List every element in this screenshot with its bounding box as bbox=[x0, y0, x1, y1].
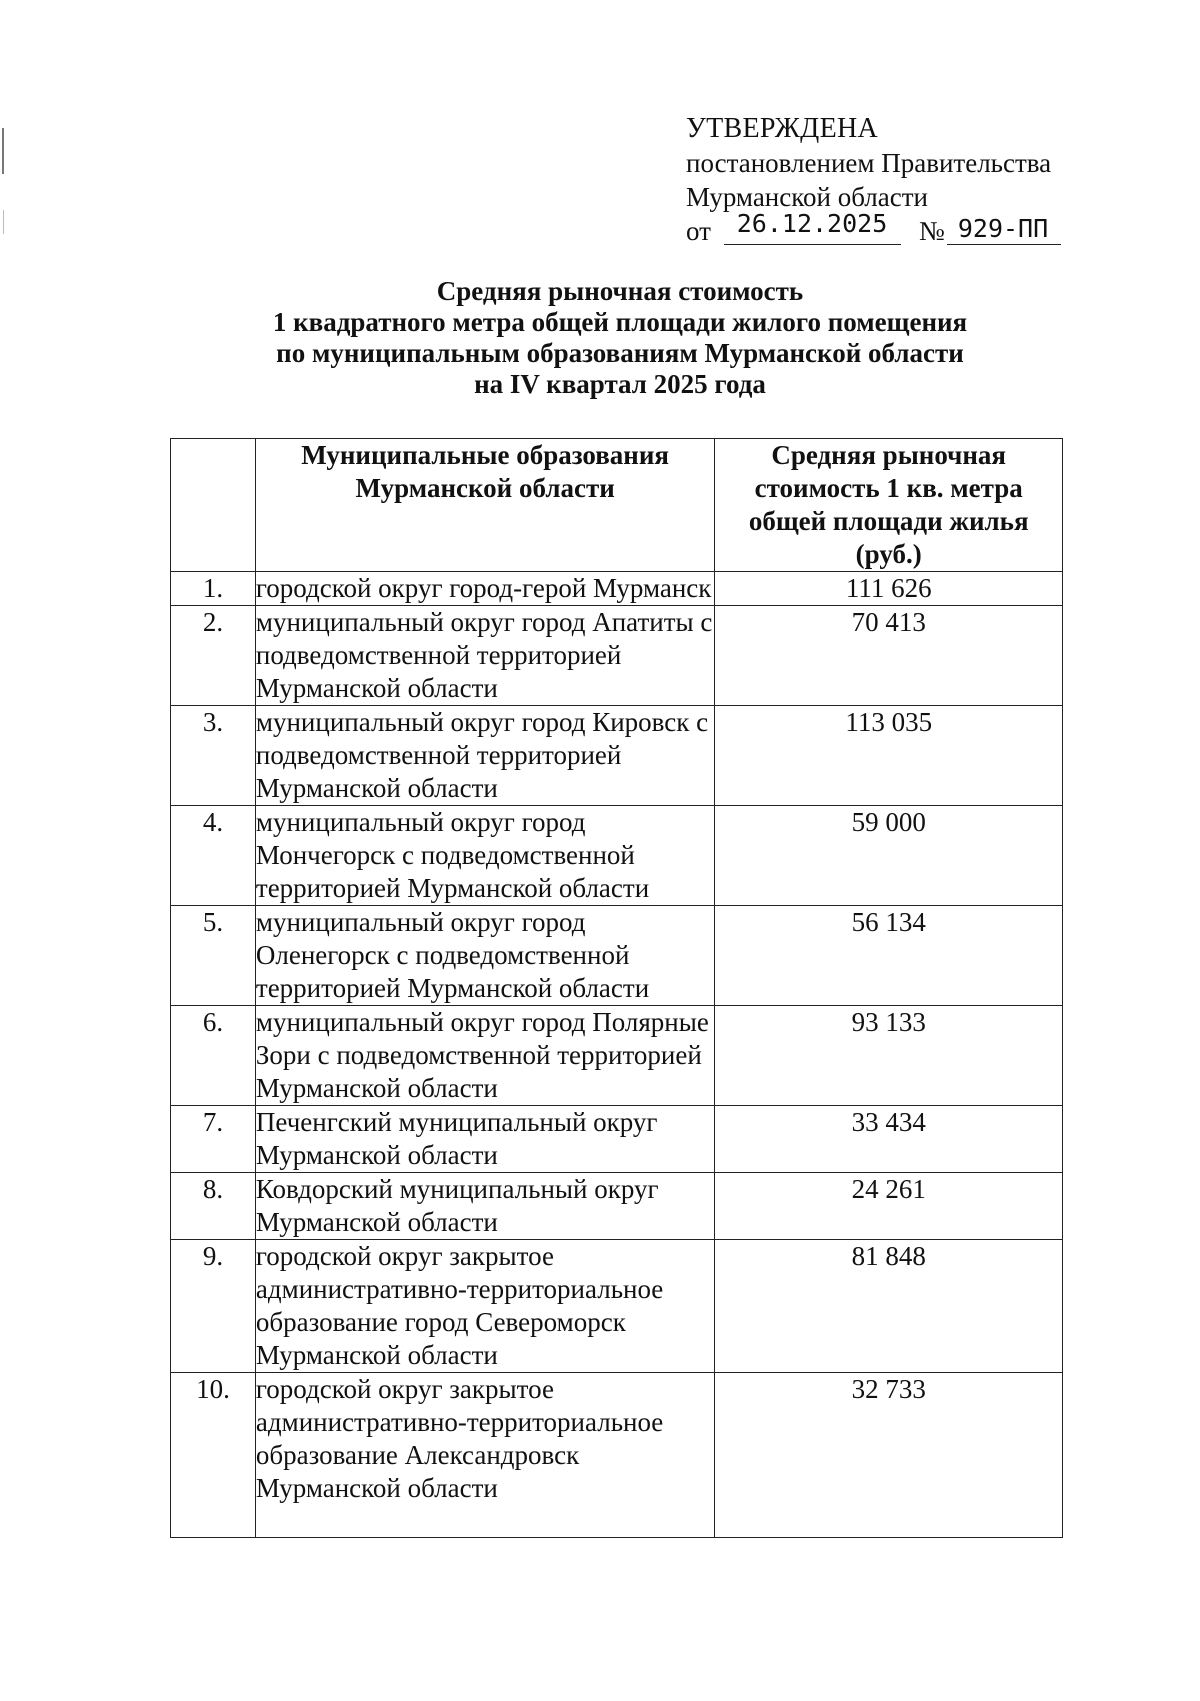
date-prefix: от bbox=[686, 216, 711, 246]
row-number: 10. bbox=[171, 1373, 256, 1538]
municipality-name: Ковдорский муниципальный округ Мурманской области bbox=[255, 1173, 715, 1240]
header-number-cell bbox=[171, 439, 256, 572]
price-value: 32 733 bbox=[715, 1373, 1063, 1538]
municipality-name: городской округ город-герой Мурманск bbox=[255, 572, 715, 606]
registration-row bbox=[686, 209, 1051, 248]
row-number: 2. bbox=[171, 606, 256, 706]
header-price: Средняя рыночная стоимость 1 кв. метра общей площади жилья (руб.) bbox=[715, 439, 1063, 572]
row-number: 7. bbox=[171, 1106, 256, 1173]
document-title bbox=[160, 276, 1080, 400]
approval-block bbox=[686, 112, 1051, 248]
price-value: 113 035 bbox=[715, 706, 1063, 806]
municipality-name: муниципальный округ город Полярные Зори с подведомственной территорией Мурманской области bbox=[255, 1006, 715, 1106]
price-table bbox=[170, 438, 1063, 1538]
approval-line: постановлением Правительства bbox=[686, 148, 1052, 178]
price-value: 59 000 bbox=[715, 806, 1063, 906]
table-header-row bbox=[171, 439, 1063, 572]
approval-line: Мурманской области bbox=[686, 182, 928, 212]
table-row bbox=[171, 1240, 1063, 1373]
table-body bbox=[171, 572, 1063, 1538]
row-number: 9. bbox=[171, 1240, 256, 1373]
municipality-name: городской округ закрытое административно-территориальное образование город Североморск Мурманской области bbox=[255, 1240, 715, 1373]
table-row bbox=[171, 1373, 1063, 1538]
table-row bbox=[171, 706, 1063, 806]
municipality-name: муниципальный округ город Апатиты с подведомственной территорией Мурманской области bbox=[255, 606, 715, 706]
number-prefix: № bbox=[919, 216, 945, 246]
header-municipality: Муниципальные образования Мурманской области bbox=[255, 439, 715, 572]
scan-edge-mark bbox=[3, 210, 4, 234]
price-value: 81 848 bbox=[715, 1240, 1063, 1373]
municipality-name: Печенгский муниципальный округ Мурманской области bbox=[255, 1106, 715, 1173]
row-number: 3. bbox=[171, 706, 256, 806]
municipality-name: городской округ закрытое административно-территориальное образование Александровск Мурманской области bbox=[255, 1373, 715, 1538]
price-value: 24 261 bbox=[715, 1173, 1063, 1240]
number-underline bbox=[947, 244, 1061, 245]
approval-heading: УТВЕРЖДЕНА bbox=[686, 113, 879, 144]
row-number: 8. bbox=[171, 1173, 256, 1240]
table-row bbox=[171, 572, 1063, 606]
table-row bbox=[171, 1006, 1063, 1106]
decree-date: 26.12.2025 bbox=[736, 209, 888, 238]
price-value: 56 134 bbox=[715, 906, 1063, 1006]
table-row bbox=[171, 1106, 1063, 1173]
title-line: 1 квадратного метра общей площади жилого помещения bbox=[272, 307, 968, 337]
row-number: 1. bbox=[171, 572, 256, 606]
table-row bbox=[171, 606, 1063, 706]
price-value: 111 626 bbox=[715, 572, 1063, 606]
municipality-name: муниципальный округ город Оленегорск с подведомственной территорией Мурманской области bbox=[255, 906, 715, 1006]
table-row bbox=[171, 806, 1063, 906]
row-number: 6. bbox=[171, 1006, 256, 1106]
row-number: 5. bbox=[171, 906, 256, 1006]
price-value: 70 413 bbox=[715, 606, 1063, 706]
municipality-name: муниципальный округ город Кировск с подведомственной территорией Мурманской области bbox=[255, 706, 715, 806]
row-number: 4. bbox=[171, 806, 256, 906]
title-line: Средняя рыночная стоимость bbox=[436, 276, 804, 306]
scan-edge-mark bbox=[2, 128, 4, 174]
table-row bbox=[171, 906, 1063, 1006]
title-line: на IV квартал 2025 года bbox=[474, 369, 766, 399]
table-row bbox=[171, 1173, 1063, 1240]
date-underline bbox=[724, 244, 901, 245]
title-line: по муниципальным образованиям Мурманской области bbox=[276, 338, 964, 368]
price-value: 33 434 bbox=[715, 1106, 1063, 1173]
municipality-name: муниципальный округ город Мончегорск с подведомственной территорией Мурманской области bbox=[255, 806, 715, 906]
price-value: 93 133 bbox=[715, 1006, 1063, 1106]
decree-number: 929-ПП bbox=[957, 214, 1049, 243]
